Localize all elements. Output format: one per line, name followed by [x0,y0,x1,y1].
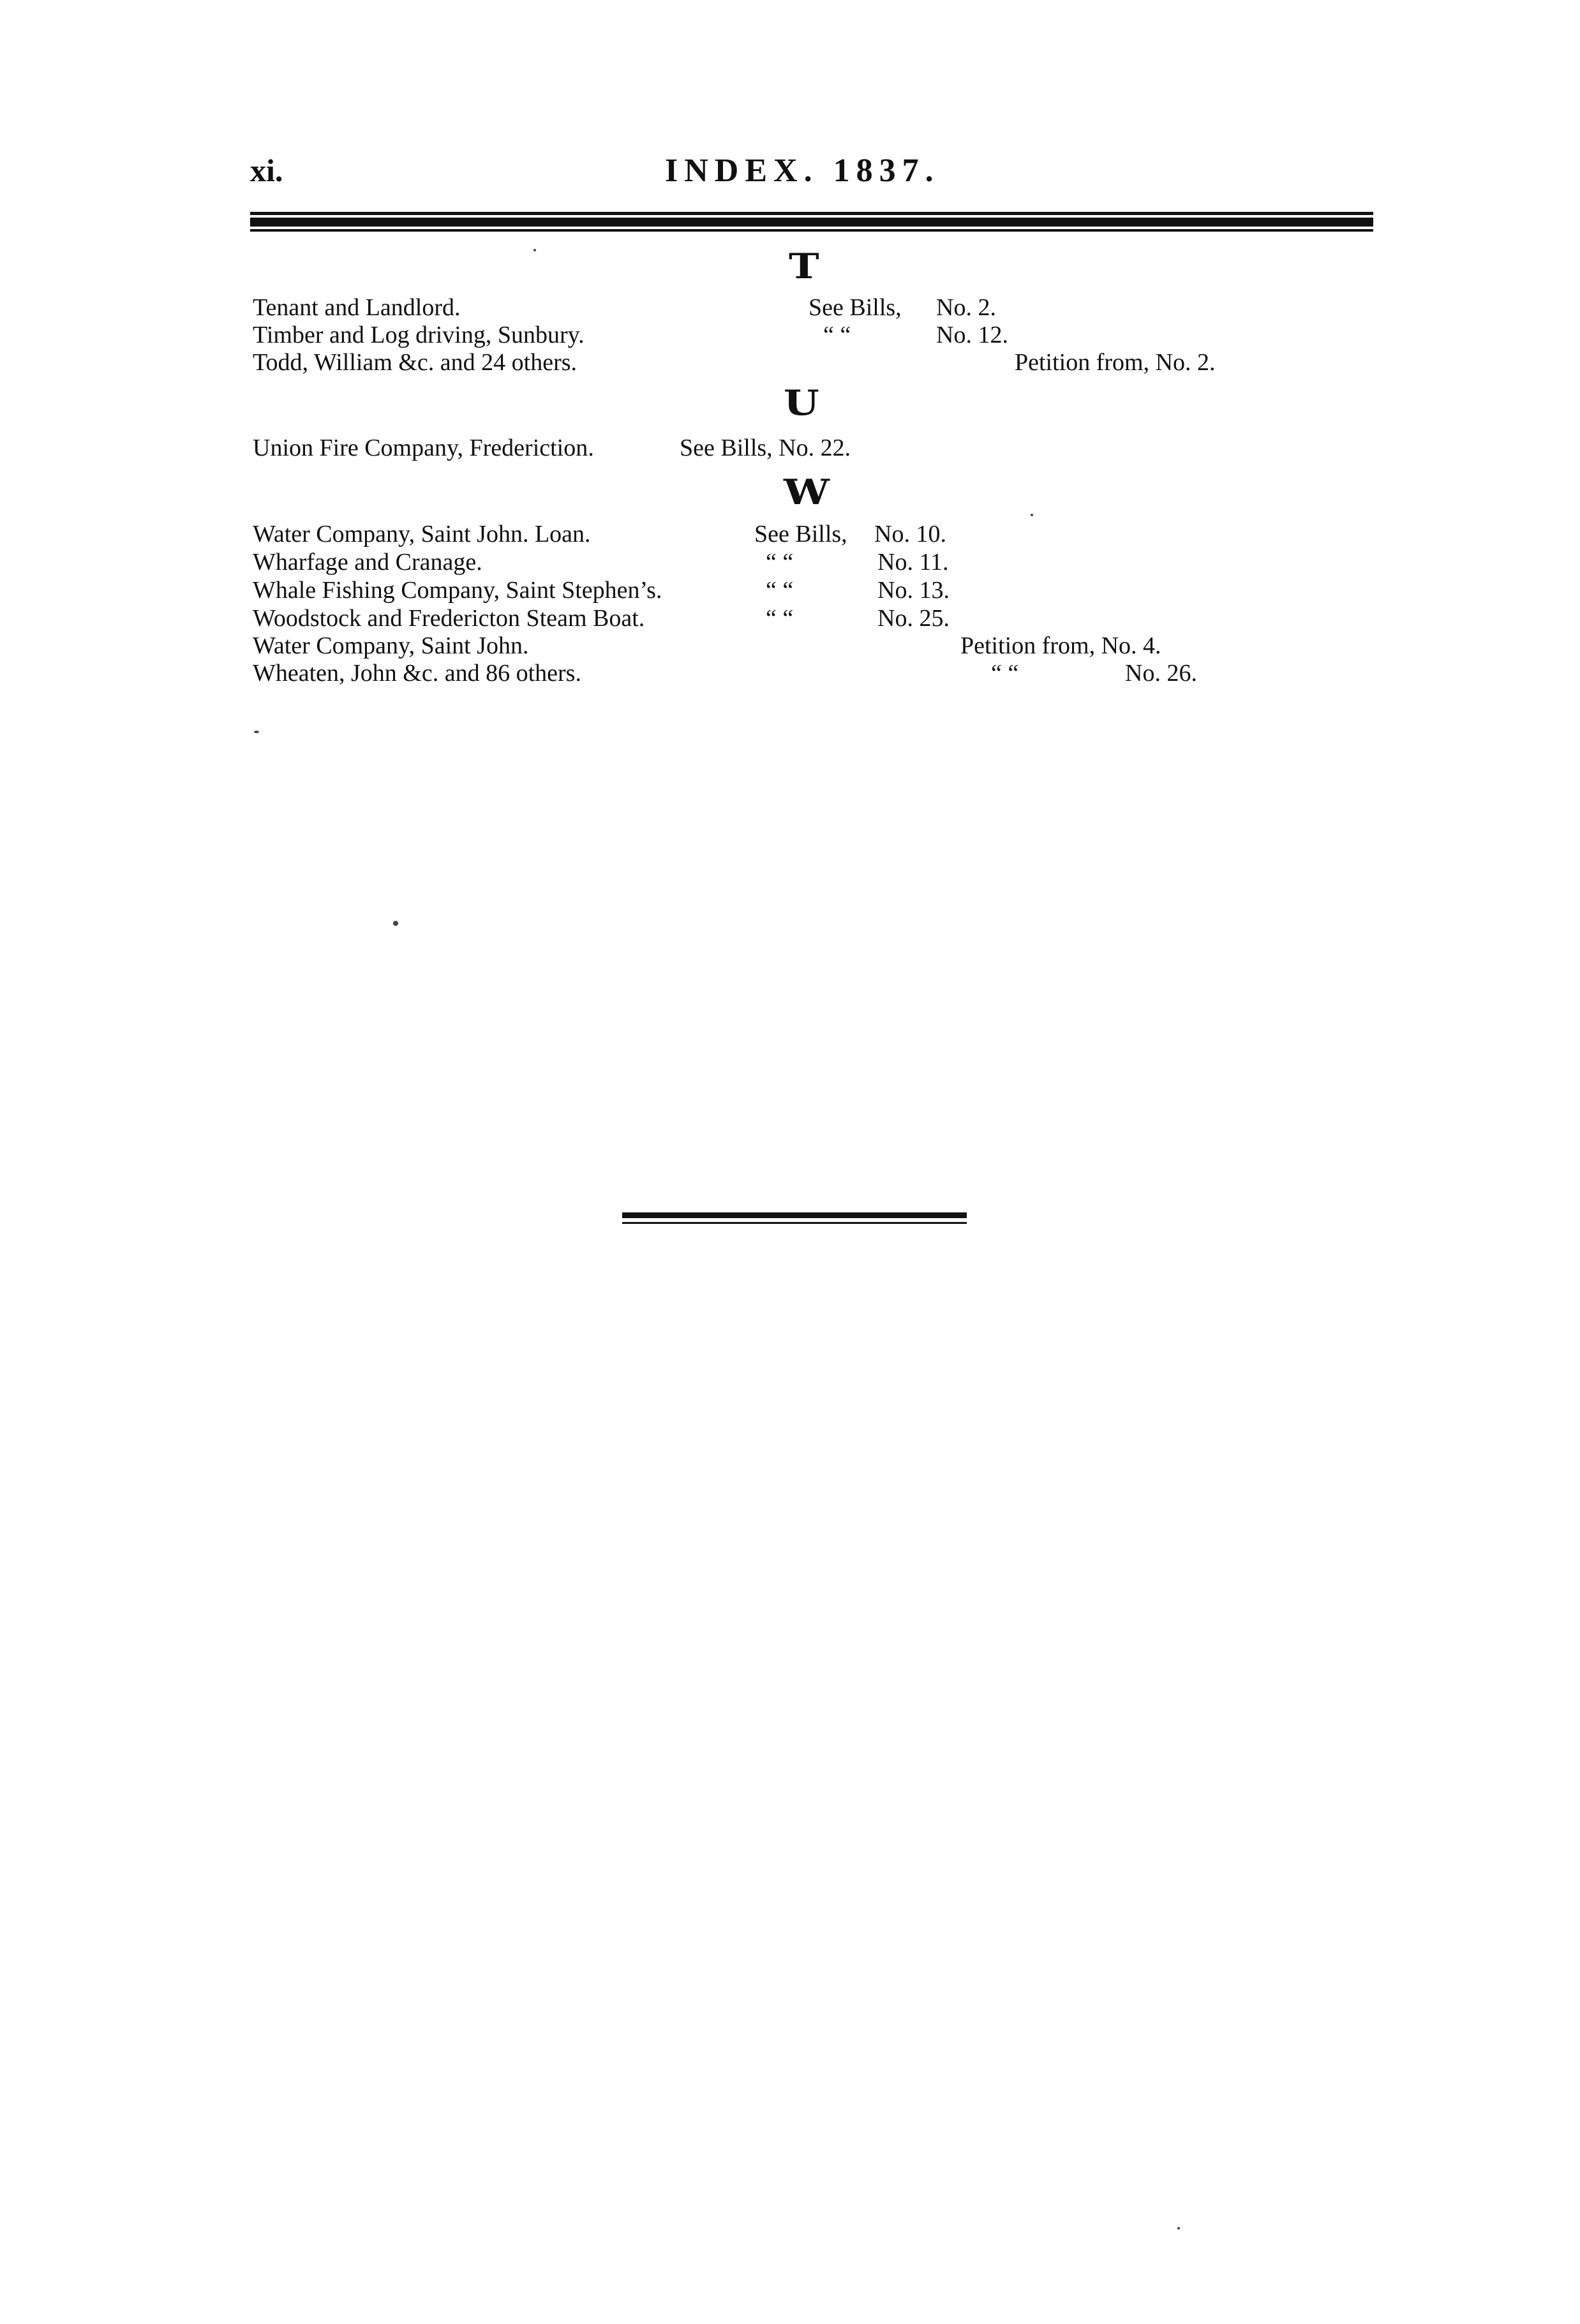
paper-speck [533,249,536,251]
section-letter-w: W [784,472,830,513]
entry-ref: See Bills, No. 22. [680,435,851,461]
entry-title: Wharfage and Cranage. [253,549,482,576]
entry-ref: “ “ [991,660,1019,687]
entry-number: No. 13. [877,577,950,604]
entry-number: No. 11. [877,549,949,576]
entry-title: Water Company, Saint John. [253,632,529,659]
entry-petition: Petition from, No. 2. [1015,349,1216,376]
entry-number: No. 12. [936,322,1008,348]
entry-number: No. 25. [877,605,950,632]
page-number: xi. [250,153,283,188]
paper-speck [1031,514,1033,516]
entry-title: Water Company, Saint John. Loan. [253,521,591,547]
entry-ref: “ “ [766,577,794,604]
entry-title: Union Fire Company, Frederiction. [253,435,594,461]
entry-title: Timber and Log driving, Sunbury. [253,322,585,348]
entry-petition: Petition from, No. 4. [960,632,1161,659]
section-letter-u: U [784,382,819,424]
entry-title: Whale Fishing Company, Saint Stephen’s. [253,577,662,604]
closing-rule [622,1212,967,1224]
entry-ref: “ “ [766,605,794,632]
section-letter-t: T [789,246,819,287]
paper-speck [254,731,259,733]
entry-title: Wheaten, John &c. and 86 others. [253,660,581,687]
entry-number: No. 26. [1125,660,1197,687]
page-header [250,152,1367,197]
header-rule [250,212,1373,232]
entry-number: No. 10. [874,521,946,547]
entry-ref: See Bills, [809,294,902,321]
entry-ref: “ “ [823,322,851,348]
entry-ref: “ “ [766,549,794,576]
paper-speck [393,921,398,926]
paper-speck [1177,2227,1180,2230]
entry-title: Woodstock and Fredericton Steam Boat. [253,605,645,632]
running-head: INDEX. 1837. [665,153,940,189]
entry-number: No. 2. [936,294,996,321]
entry-ref: See Bills, [754,521,847,547]
entry-title: Tenant and Landlord. [253,294,461,321]
entry-title: Todd, William &c. and 24 others. [253,349,578,376]
